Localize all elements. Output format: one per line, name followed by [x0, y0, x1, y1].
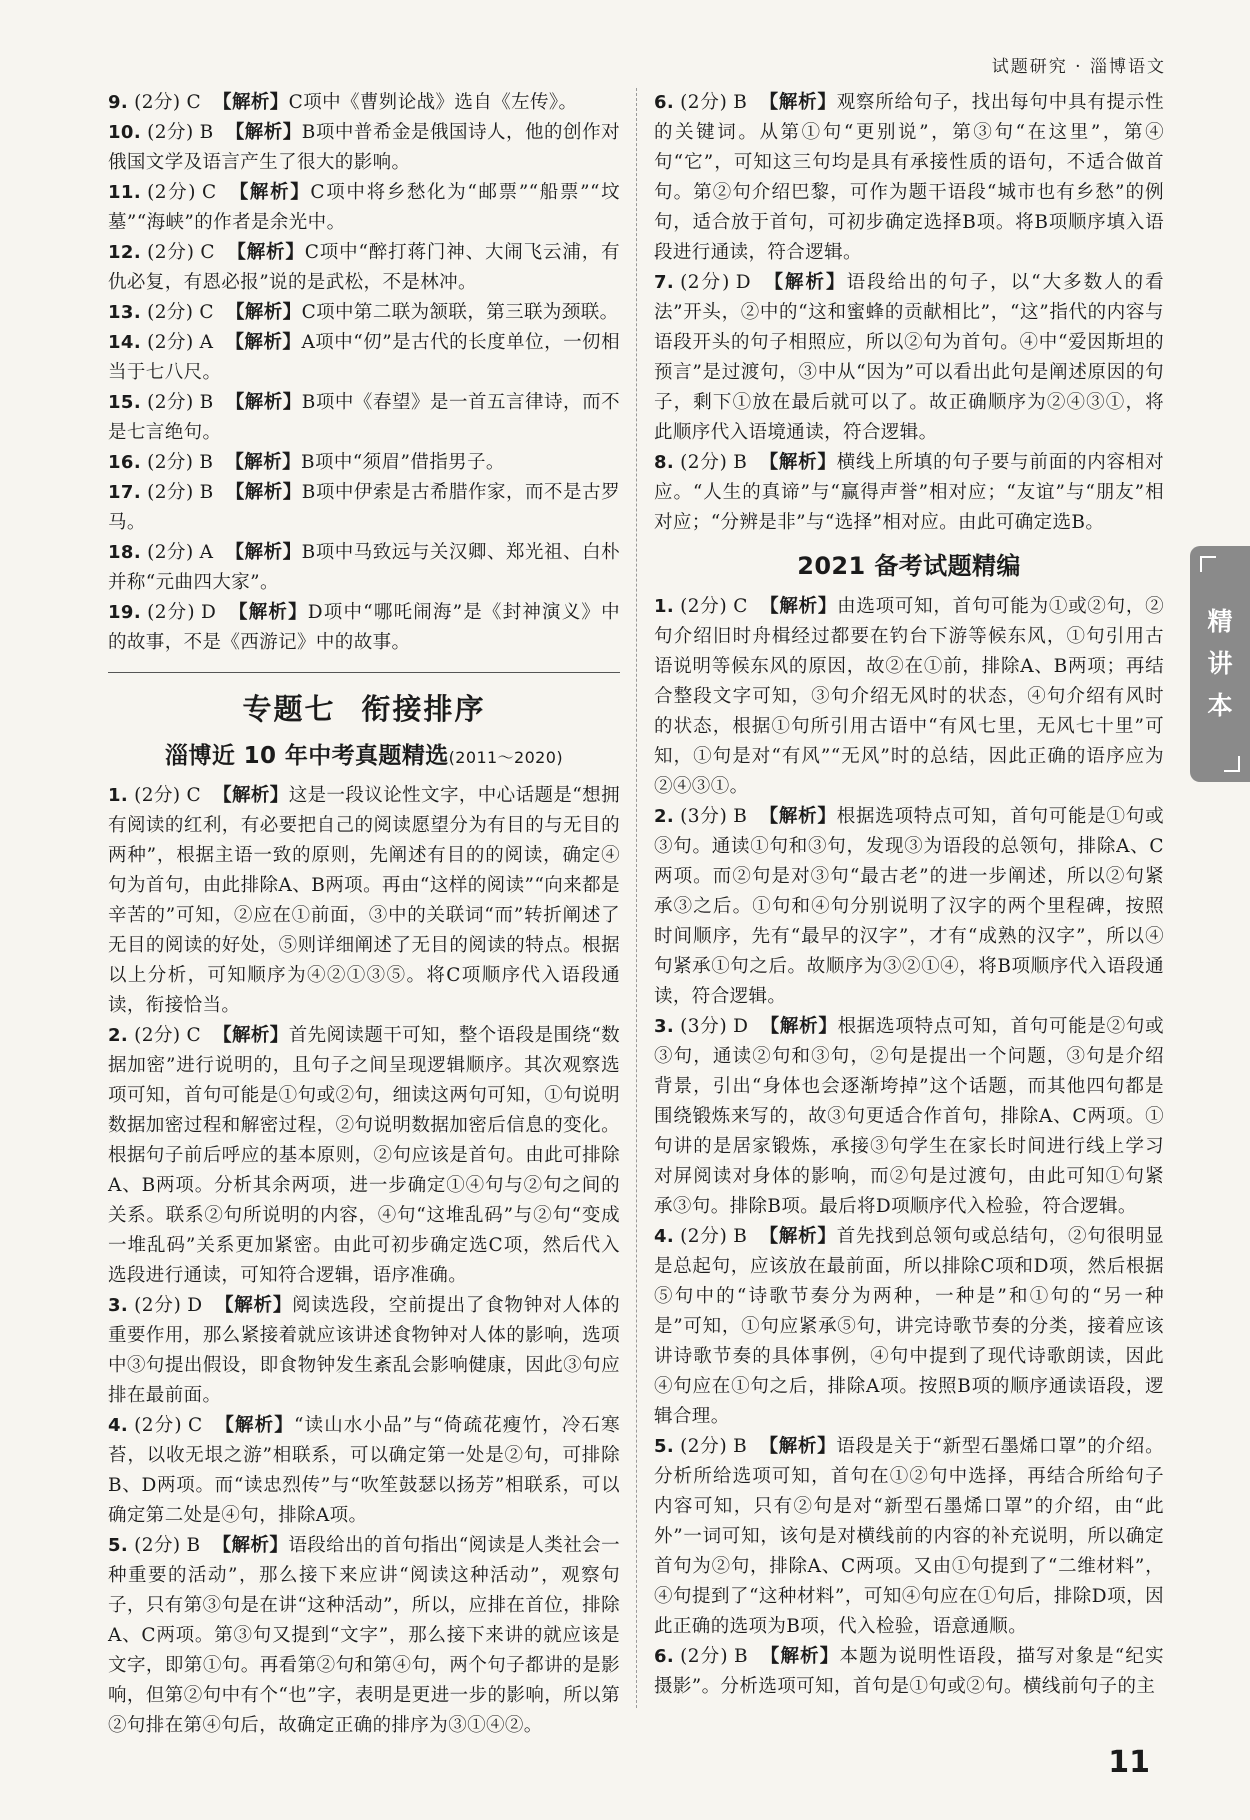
left-section-answers — [108, 781, 620, 1741]
answer-number: 14. — [108, 332, 142, 353]
answer-text: B项中马致远与关汉卿、郑光祖、白朴并称“元曲四大家”。 — [108, 542, 620, 593]
answer-number: 6. — [654, 92, 675, 113]
answer-item — [108, 118, 620, 178]
answer-number: 5. — [108, 1535, 129, 1556]
column-divider — [636, 88, 638, 1708]
answer-score: (2分) — [680, 1646, 729, 1667]
analysis-tag: 【解析】 — [225, 302, 302, 323]
side-tab-char: 精 — [1207, 607, 1233, 636]
answer-choice: B — [733, 1436, 748, 1457]
answer-item — [108, 298, 620, 328]
answer-item — [654, 1642, 1164, 1702]
answer-choice: D — [187, 1295, 203, 1316]
section-title-text: 淄博近 10 年中考真题精选 — [165, 743, 449, 769]
answer-text: 由选项可知，首句可能为①或②句，②句介绍旧时舟楫经过都要在钓台下游等候东风，①句引用古语说明等候东风的原因，故②在①前，排除A、B两项；再结合整段文字可知，③句介绍无风时的状态，④句介绍有风时的状态，根据①句所引用古语中“有风七里，无风七十里”可知，①句是对“有风”“无风”时的总结，因此正确的语序应为②④③①。 — [654, 596, 1164, 797]
answer-item — [108, 1021, 620, 1291]
answer-item — [108, 388, 620, 448]
section-title-left — [108, 739, 620, 775]
analysis-tag: 【解析】 — [225, 482, 302, 503]
left-top-answers — [108, 88, 620, 658]
answer-item — [654, 592, 1164, 802]
answer-item — [654, 448, 1164, 538]
answer-number: 6. — [654, 1646, 675, 1667]
left-column — [108, 88, 620, 1741]
answer-score: (2分) — [134, 785, 181, 806]
side-tab-char: 本 — [1207, 691, 1233, 720]
answer-score: (2分) — [134, 1415, 182, 1436]
analysis-tag: 【解析】 — [213, 1025, 289, 1046]
answer-score: (2分) — [134, 92, 181, 113]
answer-choice: C — [188, 1415, 203, 1436]
answer-item — [654, 1012, 1164, 1222]
answer-choice: B — [199, 392, 214, 413]
answer-text: D项中“哪吒闹海”是《封神演义》中的故事，不是《西游记》中的故事。 — [108, 602, 620, 653]
answer-score: (2分) — [680, 92, 728, 113]
answer-text: 观察所给句子，找出每句中具有提示性的关键词。从第①句“更别说”，第③句“在这里”，第④句“它”，可知这三句均是具有承接性质的语句，不适合做首句。第②句介绍巴黎，可作为题干语段“城市也有乡愁”的例句，适合放于首句，可初步确定选择B项。将B项顺序填入语段进行通读，符合逻辑。 — [654, 92, 1164, 263]
answer-text: 本题为说明性语段，描写对象是“纪实摄影”。分析选项可知，首句是①句或②句。横线前句子的主 — [654, 1646, 1164, 1697]
answer-number: 12. — [108, 242, 142, 263]
answer-text: 横线上所填的句子要与前面的内容相对应。“人生的真谛”与“赢得声誉”相对应；“友谊”与“朋友”相对应；“分辨是非”与“选择”相对应。由此可确定选B。 — [654, 452, 1164, 533]
answer-text: B项中《春望》是一首五言律诗，而不是七言绝句。 — [108, 392, 620, 443]
answer-number: 9. — [108, 92, 129, 113]
answer-number: 15. — [108, 392, 142, 413]
answer-item — [108, 328, 620, 388]
answer-text: 阅读选段，空前提出了食物钟对人体的重要作用，那么紧接着就应该讲述食物钟对人体的影响，选项中③句提出假设，即食物钟发生紊乱会影响健康，因此③句应排在最前面。 — [108, 1295, 620, 1406]
answer-score: (2分) — [680, 272, 730, 293]
answer-choice: A — [199, 542, 214, 563]
answer-item — [108, 1411, 620, 1531]
answer-number: 2. — [654, 806, 675, 827]
answer-choice: D — [733, 1016, 749, 1037]
answer-choice: A — [199, 332, 214, 353]
answer-text: 根据选项特点可知，首句可能是②句或③句，通读②句和③句，②句是提出一个问题，③句是介绍背景，引出“身体也会逐渐垮掉”这个话题，而其他四句都是围绕锻炼来写的，故③句更适合作首句，排除A、C两项。①句讲的是居家锻炼，承接③句学生在家长时间进行线上学习对屏阅读对身体的影响，而②句是过渡句，由此可知①句紧承③句。排除B项。最后将D项顺序代入检验，符合逻辑。 — [654, 1016, 1164, 1217]
answer-item — [108, 1291, 620, 1411]
answer-choice: C — [200, 242, 215, 263]
topic-number: 专题七 — [242, 692, 336, 726]
side-tab-char: 讲 — [1207, 649, 1233, 678]
answer-item — [108, 448, 620, 478]
answer-text: 语段给出的首句指出“阅读是人类社会一种重要的活动”，那么接下来应讲“阅读这种活动”，观察句子，只有第③句是在讲“这种活动”，所以，应排在首位，排除A、C两项。第③句又提到“文字”，那么接下来讲的就应该是文字，即第①句。再看第②句和第④句，两个句子都讲的是影响，但第②句中有个“也”字，表明是更进一步的影响，所以第②句排在第④句后，故确定正确的排序为③①④②。 — [108, 1535, 620, 1736]
answer-number: 19. — [108, 602, 142, 623]
answer-score: (2分) — [680, 452, 728, 473]
answer-score: (2分) — [147, 302, 194, 323]
answer-number: 1. — [108, 785, 129, 806]
answer-text: B项中“须眉”借指男子。 — [301, 452, 505, 473]
answer-text: 根据选项特点可知，首句可能是①句或③句。通读①句和③句，发现③为语段的总领句，排除A、C两项。而②句是对③句“最古老”的进一步阐述，所以②句紧承③之后。①句和④句分别说明了汉字的两个里程碑，按照时间顺序，先有“最早的汉字”，才有“成熟的汉字”，所以④句紧承①句之后。故顺序为③②①④，将B项顺序代入语段通读，符合逻辑。 — [654, 806, 1164, 1007]
answer-text: C项中《曹刿论战》选自《左传》。 — [288, 92, 578, 113]
answer-choice: B — [733, 1226, 748, 1247]
page-header: 试题研究 · 淄博语文 — [991, 57, 1166, 77]
answer-choice: C — [199, 302, 214, 323]
answer-number: 10. — [108, 122, 142, 143]
answer-item — [108, 178, 620, 238]
answer-text: 语段是关于“新型石墨烯口罩”的介绍。分析所给选项可知，首句在①②句中选择，再结合所给句子内容可知，只有②句是对“新型石墨烯口罩”的介绍，由“此外”一词可知，该句是对横线前的内容的补充说明，所以确定首句为②句，排除A、C两项。又由①句提到了“二维材料”，④句提到了“这种材料”，可知④句应在①句后，排除D项，因此正确的选项为B项，代入检验，语意通顺。 — [654, 1436, 1165, 1637]
answer-choice: B — [199, 482, 214, 503]
answer-item — [654, 802, 1164, 1012]
answer-choice: C — [201, 182, 217, 203]
section-title-right: 2021 备考试题精编 — [797, 552, 1021, 580]
analysis-tag: 【解析】 — [759, 596, 838, 617]
answer-score: (2分) — [680, 596, 728, 617]
answer-item — [108, 88, 620, 118]
analysis-tag: 【解析】 — [759, 1226, 837, 1247]
answer-text: 这是一段议论性文字，中心话题是“想拥有阅读的红利，有必要把自己的阅读愿望分为有目的与无目的两种”，根据主语一致的原则，先阐述有目的的阅读，确定④句为首句，由此排除A、B两项。再由“这样的阅读”“向来都是辛苦的”可知，②应在①前面，③中的关联词“而”转折阐述了无目的阅读的好处，⑤则详细阐述了无目的阅读的特点。根据以上分析，可知顺序为④②①③⑤。将C项顺序代入语段通读，衔接恰当。 — [108, 785, 620, 1016]
answer-item — [108, 1531, 620, 1741]
page-number: 11 — [1108, 1745, 1150, 1780]
answer-text: A项中“仞”是古代的长度单位，一仞相当于七八尺。 — [108, 332, 620, 383]
answer-choice: C — [733, 596, 748, 617]
answer-text: 首先找到总领句或总结句，②句很明显是总起句，应该放在最前面，所以排除C项和D项，然后根据⑤句中的“诗歌节奏分为两种，一种是”和①句的“另一种是”可知，①句应紧承⑤句，讲完诗歌节奏的分类，接着应该讲诗歌节奏的具体事例，④句中提到了现代诗歌朗读，因此④句应在①句之后，排除A项。按照B项的顺序通读语段，逻辑合理。 — [654, 1226, 1164, 1427]
analysis-tag: 【解析】 — [759, 92, 837, 113]
answer-score: (2分) — [680, 1226, 728, 1247]
answer-score: (2分) — [147, 452, 194, 473]
answer-number: 4. — [654, 1226, 675, 1247]
answer-item — [108, 238, 620, 298]
answer-choice: B — [199, 122, 214, 143]
analysis-tag: 【解析】 — [226, 242, 305, 263]
right-section-answers — [654, 592, 1164, 1702]
answer-choice: B — [733, 452, 748, 473]
answer-item — [654, 88, 1164, 268]
answer-score: (2分) — [134, 1025, 181, 1046]
right-column — [654, 88, 1164, 1702]
analysis-tag: 【解析】 — [225, 392, 302, 413]
answer-text: C项中第二联为颔联，第三联为颈联。 — [301, 302, 619, 323]
answer-item — [654, 1432, 1164, 1642]
analysis-tag: 【解析】 — [760, 1646, 840, 1667]
answer-number: 8. — [654, 452, 675, 473]
answer-choice: C — [186, 1025, 202, 1046]
answer-number: 17. — [108, 482, 142, 503]
answer-choice: B — [734, 1646, 749, 1667]
analysis-tag: 【解析】 — [225, 332, 302, 353]
answer-number: 7. — [654, 272, 675, 293]
answer-number: 1. — [654, 596, 675, 617]
answer-score: (2分) — [147, 482, 194, 503]
tab-corner-top-icon — [1200, 556, 1216, 572]
answer-text: 首先阅读题干可知，整个语段是围绕“数据加密”进行说明的，且句子之间呈现逻辑顺序。其次观察选项可知，首句可能是①句或②句，细读这两句可知，①句说明数据加密过程和解密过程，②句说明数据加密后信息的变化。根据句子前后呼应的基本原则，②句应该是首句。由此可排除A、B两项。分析其余两项，进一步确定①④句与②句之间的关系。联系②句所说明的内容，④句“这堆乱码”与②句“变成一堆乱码”关系更加紧密。由此可初步确定选C项，然后代入选段进行通读，可知符合逻辑，语序准确。 — [108, 1025, 620, 1286]
answer-text: “读山水小品”与“倚疏花瘦竹，冷石寒苔，以收无垠之游”相联系，可以确定第一处是②句，可排除B、D两项。而“读忠烈传”与“吹笙鼓瑟以扬芳”相联系，可以确定第二处是④句，排除A项。 — [108, 1415, 620, 1526]
answer-score: (2分) — [147, 122, 194, 143]
answer-text: B项中普希金是俄国诗人，他的创作对俄国文学及语言产生了很大的影响。 — [108, 122, 620, 173]
answer-item — [108, 781, 620, 1021]
analysis-tag: 【解析】 — [760, 1016, 838, 1037]
answer-text: 语段给出的句子，以“大多数人的看法”开头，②中的“这和蜜蜂的贡献相比”，“这”指代的内容与语段开头的句子相照应，所以②句为首句。④中“爱因斯坦的预言”是过渡句，③中从“因为”可以看出此句是阐述原因的句子，剩下①放在最后就可以了。故正确顺序为②④③①，将此顺序代入语境通读，符合逻辑。 — [654, 272, 1164, 443]
answer-number: 3. — [108, 1295, 129, 1316]
answer-number: 11. — [108, 182, 142, 203]
answer-score: (2分) — [134, 1295, 182, 1316]
answer-choice: B — [733, 806, 748, 827]
answer-text: C项中将乡愁化为“邮票”“船票”“坟墓”“海峡”的作者是余光中。 — [108, 182, 620, 233]
analysis-tag: 【解析】 — [212, 1535, 289, 1556]
analysis-tag: 【解析】 — [213, 92, 289, 113]
answer-choice: B — [186, 1535, 201, 1556]
answer-score: (2分) — [147, 392, 194, 413]
answer-score: (2分) — [147, 182, 196, 203]
answer-score: (2分) — [147, 542, 194, 563]
answer-score: (3分) — [680, 806, 728, 827]
section-rule — [108, 672, 620, 673]
analysis-tag: 【解析】 — [214, 1415, 294, 1436]
answer-number: 4. — [108, 1415, 129, 1436]
analysis-tag: 【解析】 — [228, 182, 311, 203]
answer-score: (2分) — [147, 332, 194, 353]
answer-choice: C — [186, 92, 202, 113]
topic-name: 衔接排序 — [361, 692, 486, 726]
analysis-tag: 【解析】 — [762, 272, 847, 293]
section-years: (2011～2020) — [448, 748, 563, 767]
analysis-tag: 【解析】 — [759, 452, 837, 473]
analysis-tag: 【解析】 — [225, 542, 302, 563]
analysis-tag: 【解析】 — [759, 1436, 837, 1457]
answer-score: (2分) — [147, 602, 195, 623]
answer-score: (3分) — [680, 1016, 728, 1037]
answer-score: (2分) — [134, 1535, 181, 1556]
answer-number: 16. — [108, 452, 142, 473]
answer-item — [654, 1222, 1164, 1432]
answer-score: (2分) — [147, 242, 195, 263]
analysis-tag: 【解析】 — [228, 602, 308, 623]
right-top-answers — [654, 88, 1164, 538]
answer-number: 3. — [654, 1016, 675, 1037]
side-tab — [1190, 546, 1250, 782]
answer-choice: C — [186, 785, 202, 806]
answer-text: C项中“醉打蒋门神、大闹飞云浦，有仇必复，有恩必报”说的是武松，不是林冲。 — [108, 242, 620, 293]
answer-number: 13. — [108, 302, 142, 323]
analysis-tag: 【解析】 — [225, 452, 302, 473]
answer-item — [108, 538, 620, 598]
answer-text: B项中伊索是古希腊作家，而不是古罗马。 — [108, 482, 620, 533]
answer-number: 5. — [654, 1436, 675, 1457]
analysis-tag: 【解析】 — [225, 122, 302, 143]
answer-choice: D — [200, 602, 217, 623]
tab-corner-bottom-icon — [1224, 756, 1240, 772]
answer-choice: D — [735, 272, 751, 293]
answer-number: 2. — [108, 1025, 129, 1046]
answer-item — [108, 598, 620, 658]
answer-item — [654, 268, 1164, 448]
answer-number: 18. — [108, 542, 142, 563]
analysis-tag: 【解析】 — [759, 806, 837, 827]
topic-title — [108, 689, 620, 729]
analysis-tag: 【解析】 — [213, 785, 289, 806]
answer-item — [108, 478, 620, 538]
answer-choice: B — [733, 92, 748, 113]
answer-choice: B — [199, 452, 214, 473]
analysis-tag: 【解析】 — [214, 1295, 293, 1316]
answer-score: (2分) — [680, 1436, 728, 1457]
